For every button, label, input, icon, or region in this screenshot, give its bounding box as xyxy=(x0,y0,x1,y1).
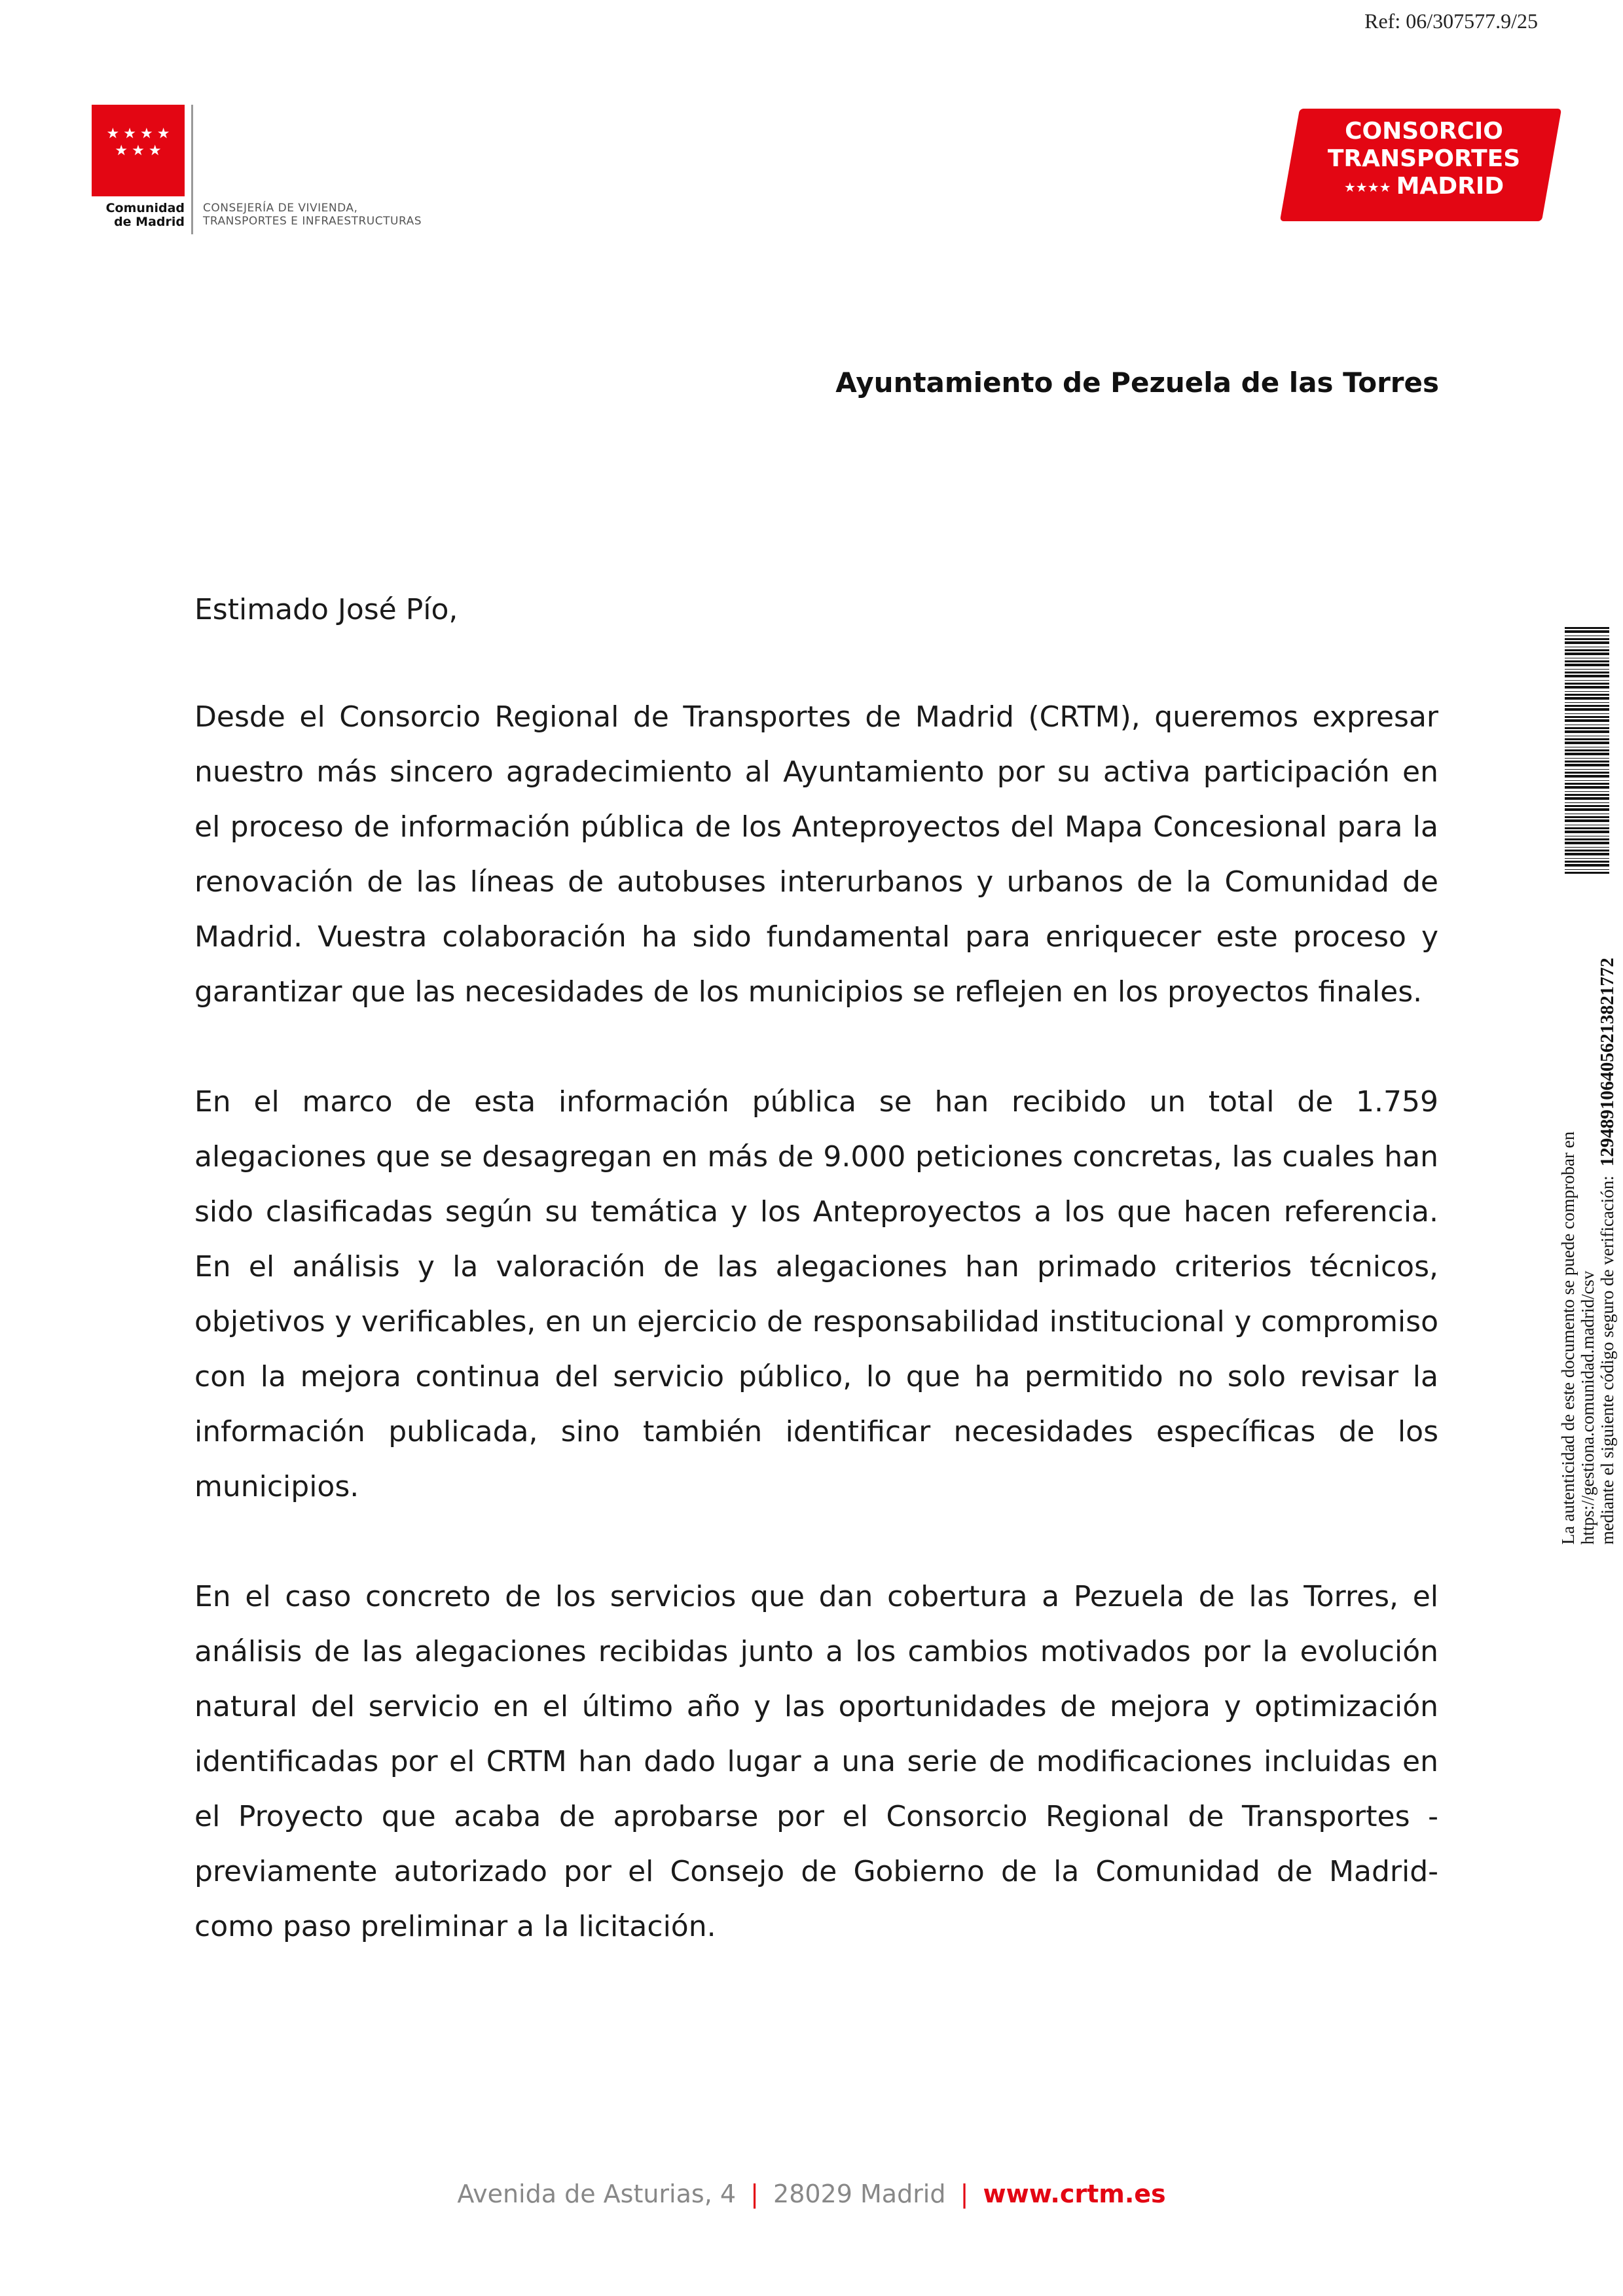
madrid-flag-icon: ★ ★ ★ ★ ★ ★ ★ xyxy=(92,105,185,196)
paragraph-3: En el caso concreto de los servicios que dan cobertura a Pezuela de las Torres, el análisis de las alegaciones recibidas junto a los cambios motivados por la evolución natural del servicio en el último año y las oportunidades de mejora y optimización identificadas por el CRTM han dado lugar a una serie de modificaciones incluidas en el Proyecto que acaba de aprobarse por el Consorcio Regional de Transportes -previamente autorizado por el Consejo de Gobierno de la Comunidad de Madrid- como paso preliminar a la licitación. xyxy=(194,1580,1438,1943)
document-reference: Ref: 06/307577.9/25 xyxy=(1364,9,1538,33)
verification-notice: La autenticidad de este documento se puede comprobar en https://gestiona.comunidad.madrid/csv mediante el siguiente código seguro de verificación:1294891064056213821772 xyxy=(1558,958,1618,1545)
paragraph-2: En el marco de esta información pública se han recibido un total de 1.759 alegaciones que se desagregan en más de 9.000 peticiones concretas, las cuales han sido clasificadas según su temática y los Anteproyectos a los que hacen referencia. En el análisis y la valoración de las alegaciones han primado criterios técnicos, objetivos y verificables, en un ejercicio de responsabilidad institucional y compromiso con la mejora continua del servicio público, lo que ha permitido no solo revisar la información publicada, sino también identificar necesidades específicas de los municipios. xyxy=(194,1085,1438,1503)
consejeria-name: CONSEJERÍA DE VIVIENDA, TRANSPORTES E INFRAESTRUCTURAS xyxy=(203,202,422,228)
crtm-stars-icon: ★★★★ xyxy=(1343,179,1391,195)
greeting: Estimado José Pío, xyxy=(194,593,458,626)
footer-postal: 28029 Madrid xyxy=(773,2179,946,2208)
footer-address: Avenida de Asturias, 4 xyxy=(457,2179,737,2208)
csv-code: 1294891064056213821772 xyxy=(1597,958,1618,1167)
verification-barcode xyxy=(1565,625,1609,874)
comunidad-de-madrid-logo xyxy=(92,105,511,236)
footer-separator: | xyxy=(960,2179,969,2208)
logo-divider xyxy=(191,105,193,234)
recipient-name: Ayuntamiento de Pezuela de las Torres xyxy=(835,367,1439,399)
crtm-logo: CONSORCIO TRANSPORTES ★★★★ MADRID xyxy=(1327,118,1521,200)
footer-website-link[interactable]: www.crtm.es xyxy=(983,2179,1166,2208)
paragraph-1: Desde el Consorcio Regional de Transportes de Madrid (CRTM), queremos expresar nuestro más sincero agradecimiento al Ayuntamiento por su activa participación en el proceso de información pública de los Anteproyectos del Mapa Concesional para la renovación de las líneas de autobuses interurbanos y urbanos de la Comunidad de Madrid. Vuestra colaboración ha sido fundamental para enriquecer este proceso y garantizar que las necesidades de los municipios se reflejen en los proyectos finales. xyxy=(194,700,1438,1009)
footer-separator: | xyxy=(750,2179,759,2208)
letter-body xyxy=(194,583,1438,2009)
footer xyxy=(0,2179,1623,2208)
comunidad-name: Comunidad de Madrid xyxy=(105,201,185,229)
